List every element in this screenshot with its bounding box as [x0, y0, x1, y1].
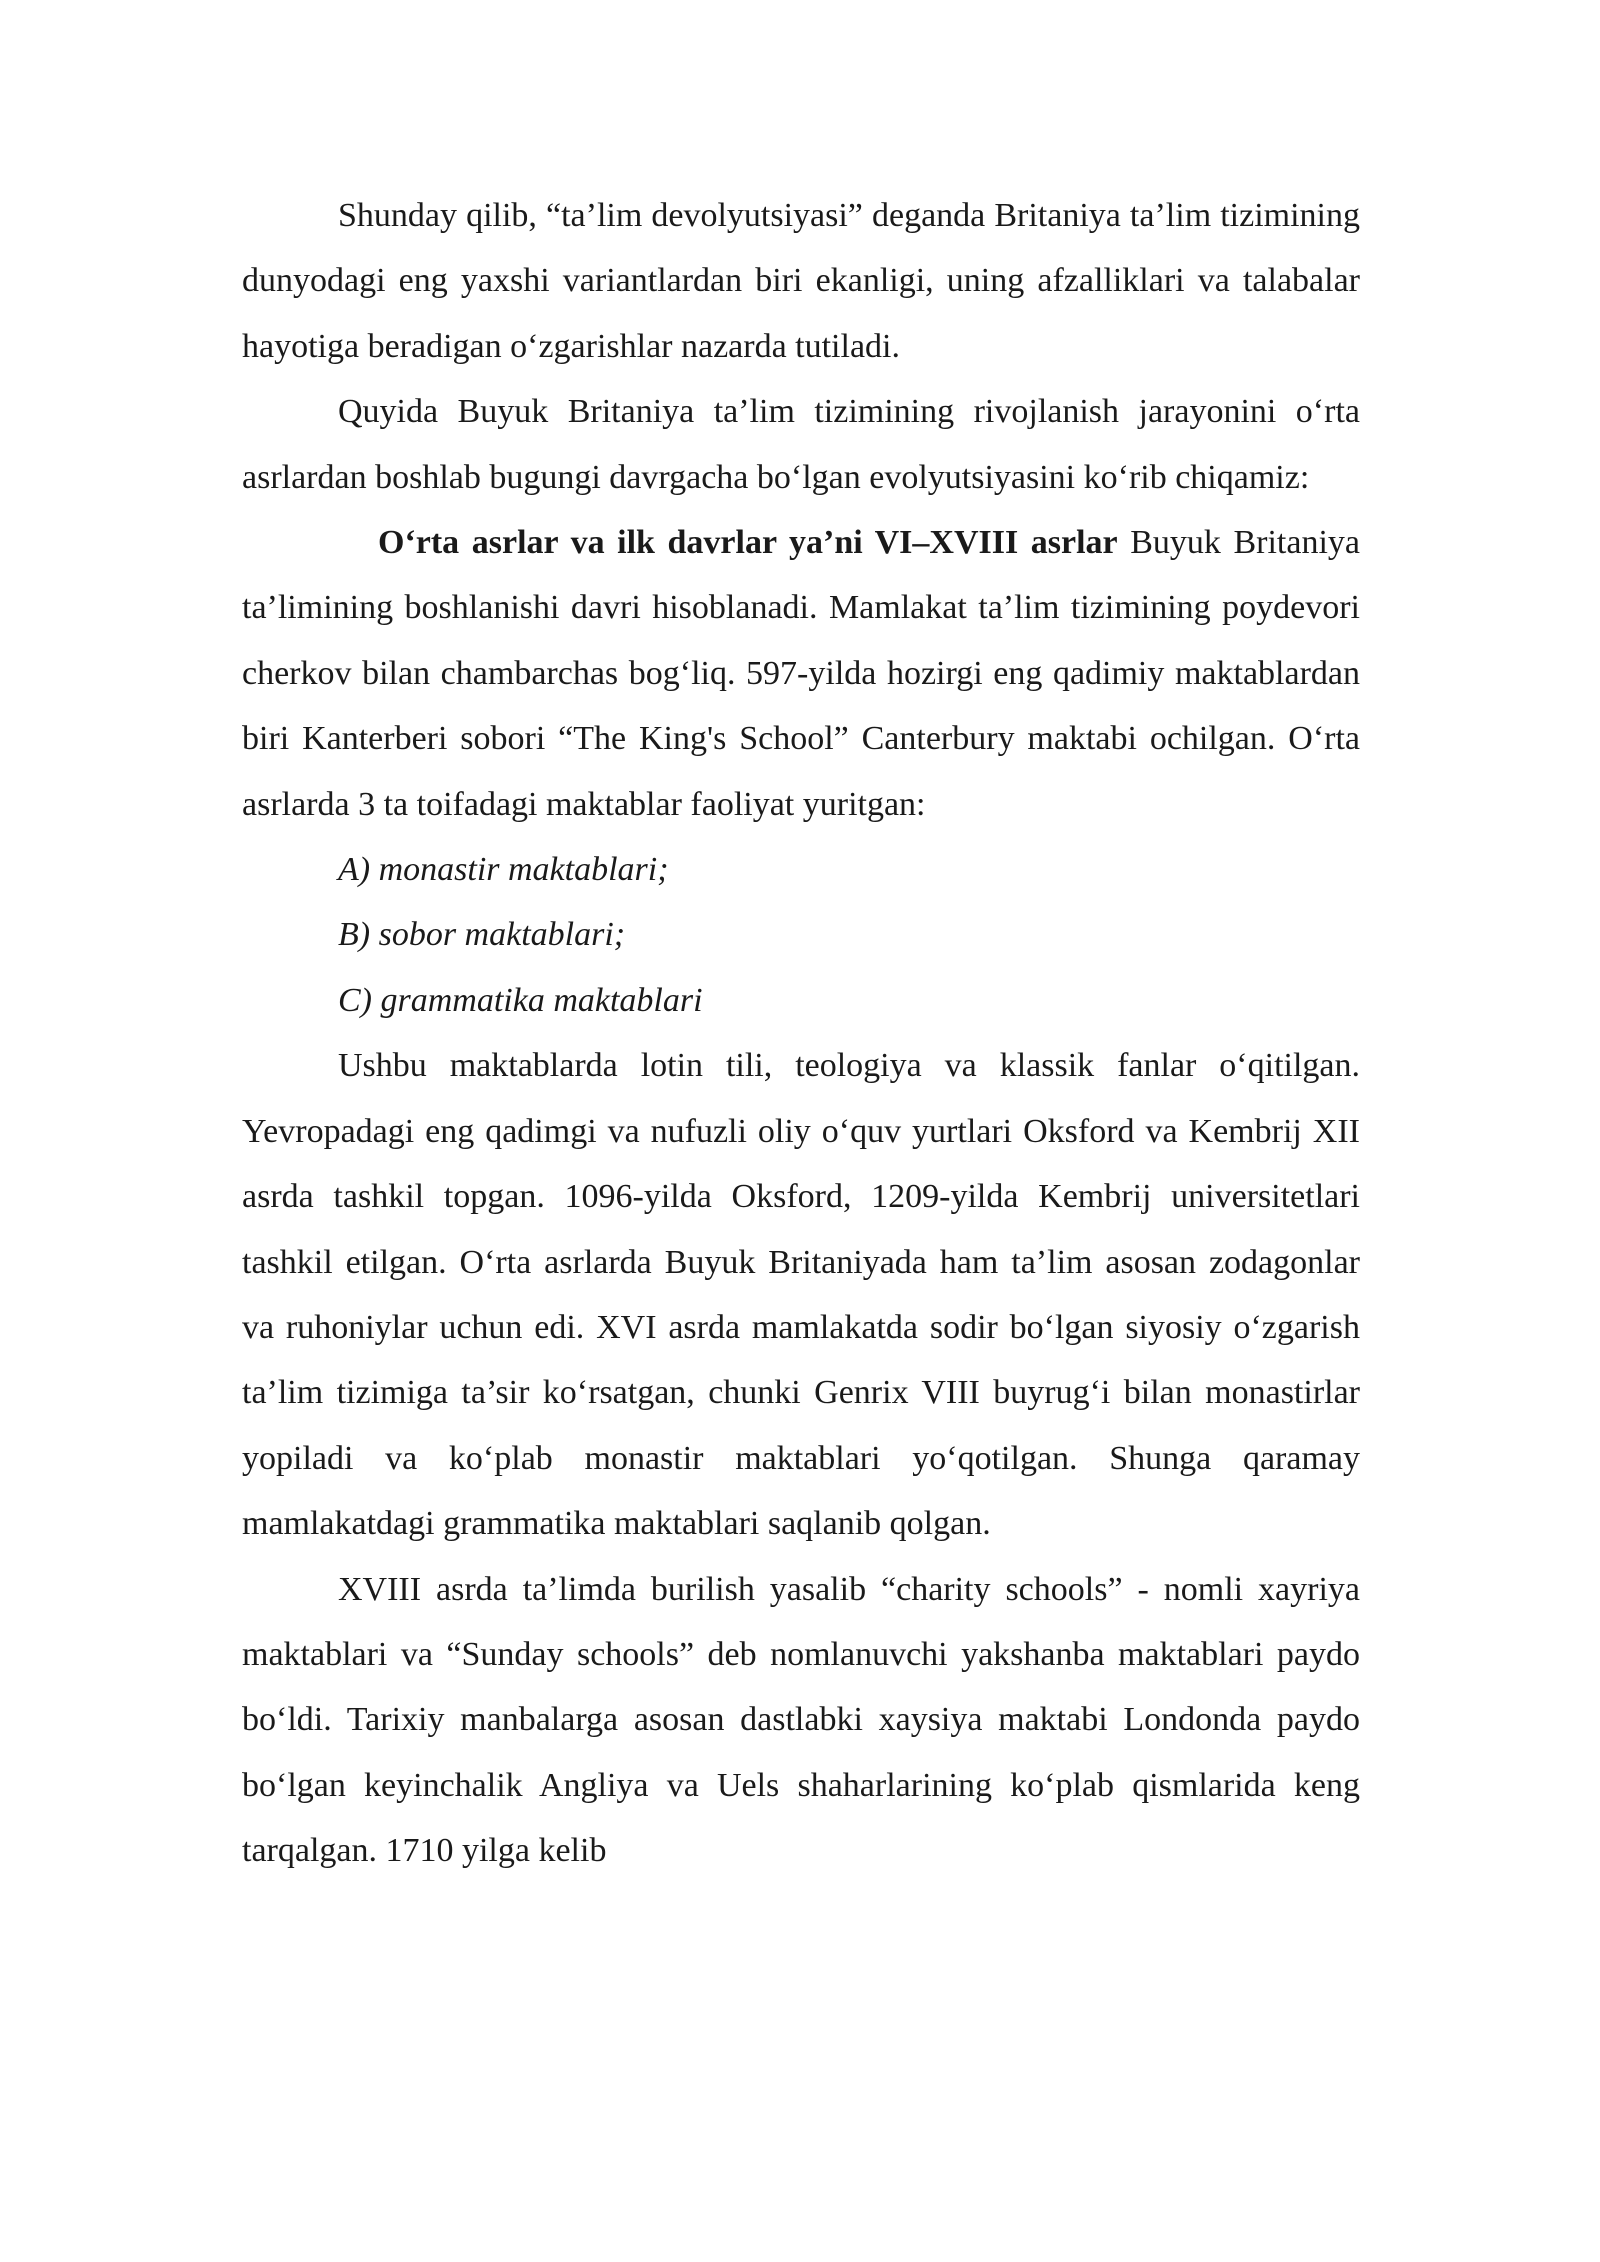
paragraph-devolution: Shunday qilib, “ta’lim devolyutsiyasi” deganda Britaniya ta’lim tizimining dunyodagi eng yaxshi variantlardan biri ekanligi, uning afzalliklari va talabalar hayotiga beradigan oʻzgarishlar nazarda tutiladi. — [242, 197, 1360, 365]
paragraph-evolution-intro: Quyida Buyuk Britaniya ta’lim tizimining rivojlanish jarayonini oʻrta asrlardan boshlab bugungi davrgacha boʻlgan evolyutsiyasini koʻrib chiqamiz: — [242, 393, 1360, 496]
list-item: B) sobor maktablari; — [338, 916, 626, 954]
list-item: C) grammatika maktablari — [338, 981, 703, 1019]
document-page — [242, 183, 1360, 1884]
paragraph-middle-ages — [242, 510, 1360, 837]
paragraph-universities: Ushbu maktablarda lotin tili, teologiya va klassik fanlar oʻqitilgan. Yevropadagi eng qadimgi va nufuzli oliy oʻquv yurtlari Oksford va Kembrij XII asrda tashkil topgan. 1096-yilda Oksford, 1209-yilda Kembrij universitetlari tashkil etilgan. Oʻrta asrlarda Buyuk Britaniyada ham ta’lim asosan zodagonlar va ruhoniylar uchun edi. XVI asrda mamlakatda sodir boʻlgan siyosiy oʻzgarish ta’lim tizimiga ta’sir koʻrsatgan, chunki Genrix VIII buyrugʻi bilan monastirlar yopiladi va koʻplab monastir maktablari yoʻqotilgan. Shunga qaramay mamlakatdagi grammatika maktablari saqlanib qolgan. — [242, 1047, 1360, 1543]
paragraph-charity-schools: XVIII asrda ta’limda burilish yasalib “charity schools” - nomli xayriya maktablari va “Sunday schools” deb nomlanuvchi yakshanba maktablari paydo boʻldi. Tarixiy manbalarga asosan dastlabki xaysiya maktabi Londonda paydo boʻlgan keyinchalik Angliya va Uels shaharlarining koʻplab qismlarida keng tarqalgan. 1710 yilga kelib — [242, 1570, 1360, 1870]
paragraph-middle-ages-text: Buyuk Britaniya ta’limining boshlanishi davri hisoblanadi. Mamlakat ta’lim tizimining poydevori cherkov bilan chambarchas bogʻliq. 597-yilda hozirgi eng qadimiy maktablardan biri Kanterberi sobori “The King's School” Canterbury maktabi ochilgan. Oʻrta asrlarda 3 ta toifadagi maktablar faoliyat yuritgan: — [242, 524, 1360, 823]
list-item: A) monastir maktablari; — [338, 851, 669, 889]
section-heading-middle-ages: Oʻrta asrlar va ilk davrlar ya’ni VI–XVIII asrlar — [378, 524, 1118, 562]
